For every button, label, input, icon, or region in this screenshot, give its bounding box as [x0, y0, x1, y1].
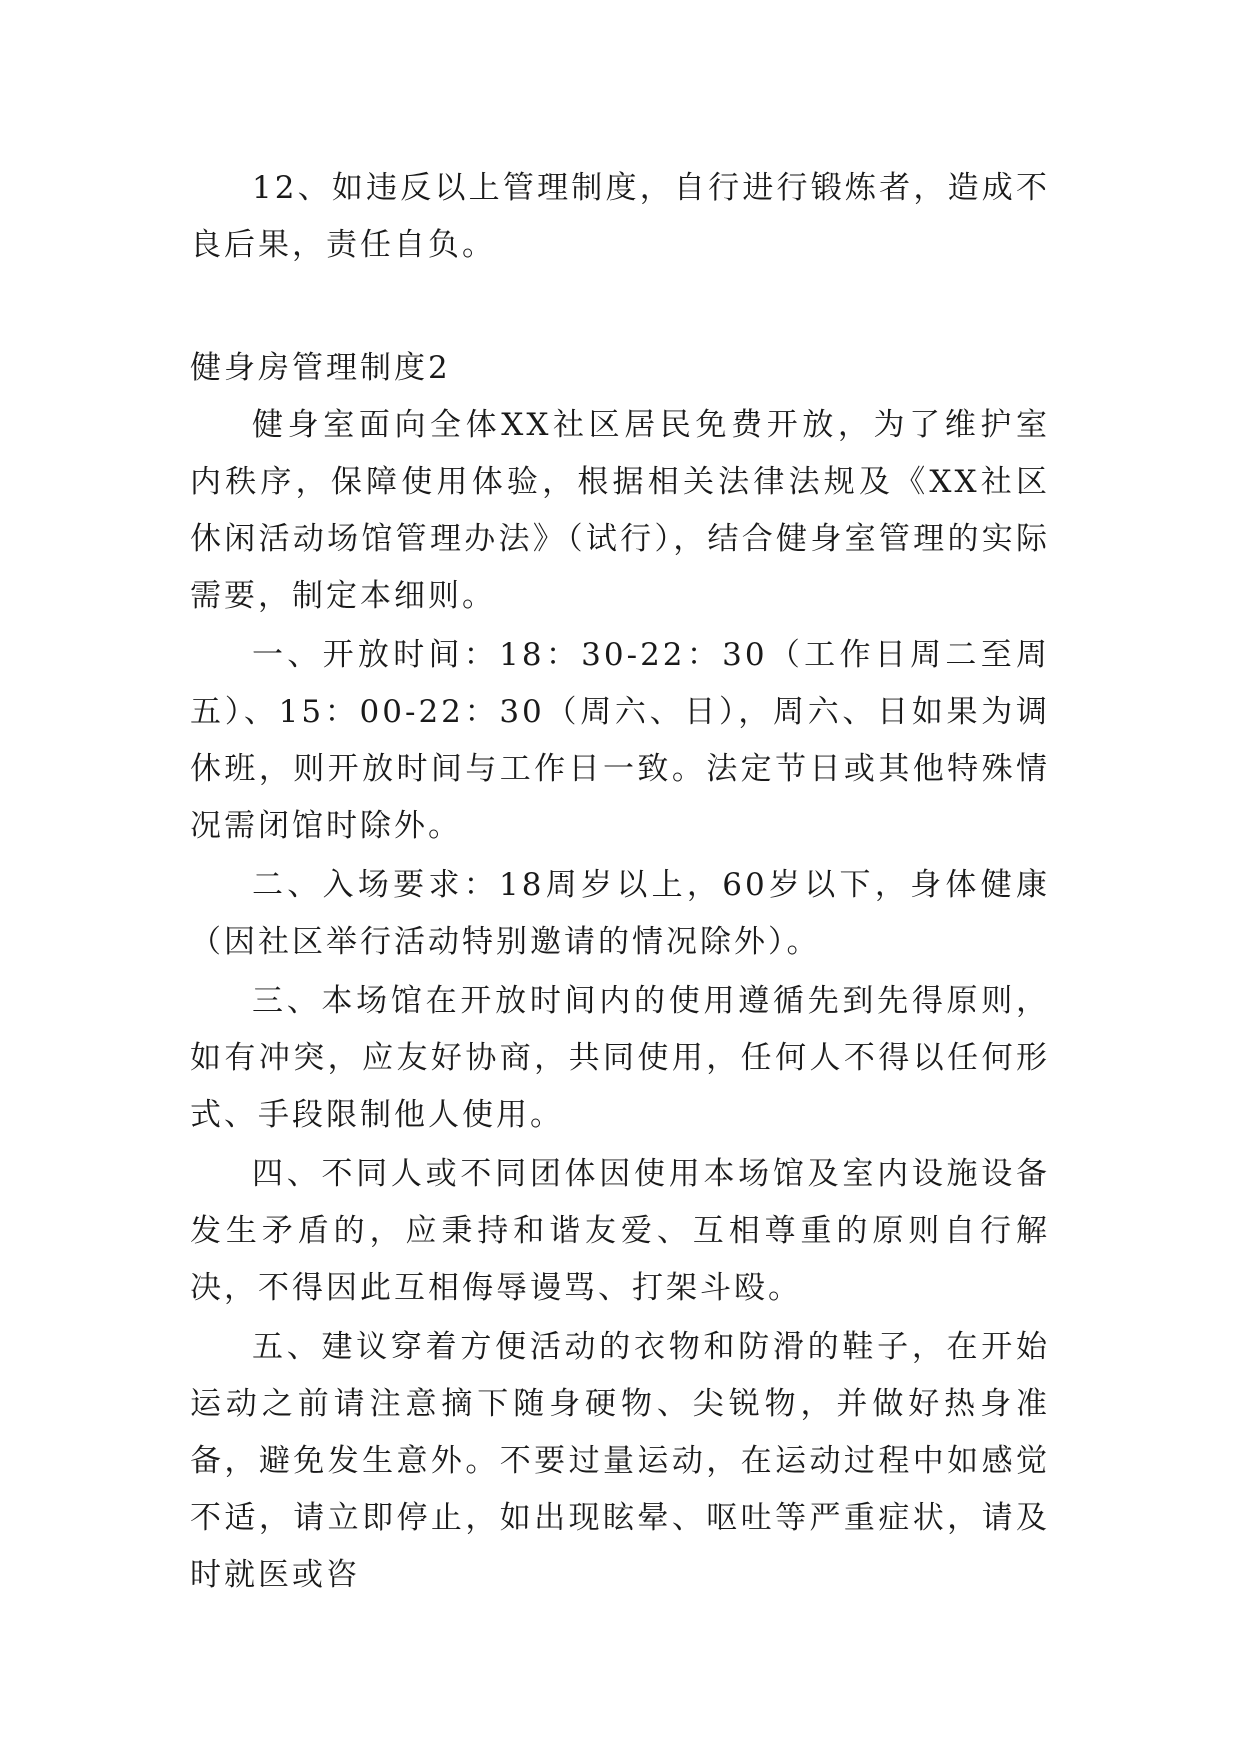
paragraph-safety-advice: 五、建议穿着方便活动的衣物和防滑的鞋子，在开始运动之前请注意摘下随身硬物、尖锐物，并做好热身准备，避免发生意外。不要过量运动，在运动过程中如感觉不适，请立即停止，如出现眩晕、呕吐等严重症状，请及时就医或咨: [190, 1329, 1050, 1593]
paragraph-first-come-rule: 三、本场馆在开放时间内的使用遵循先到先得原则，如有冲突，应友好协商，共同使用，任何人不得以任何形式、手段限制他人使用。: [190, 983, 1050, 1133]
document-body: [190, 160, 1050, 1604]
paragraph-opening-hours: 一、开放时间：18：30-22：30（工作日周二至周五）、15：00-22：30（周六、日），周六、日如果为调休班，则开放时间与工作日一致。法定节日或其他特殊情况需闭馆时除外。: [190, 637, 1050, 844]
section-title: 健身房管理制度2: [190, 350, 451, 386]
paragraph-preamble: 健身室面向全体XX社区居民免费开放，为了维护室内秩序，保障使用体验，根据相关法律法规及《XX社区休闲活动场馆管理办法》（试行），结合健身室管理的实际需要，制定本细则。: [190, 407, 1050, 614]
intro-paragraph: 12、如违反以上管理制度，自行进行锻炼者，造成不良后果，责任自负。: [190, 170, 1050, 263]
paragraph-conflict-resolution: 四、不同人或不同团体因使用本场馆及室内设施设备发生矛盾的，应秉持和谐友爱、互相尊重的原则自行解决，不得因此互相侮辱谩骂、打架斗殴。: [190, 1156, 1050, 1306]
paragraph-entry-requirements: 二、入场要求：18周岁以上，60岁以下，身体健康（因社区举行活动特别邀请的情况除外）。: [190, 867, 1050, 960]
